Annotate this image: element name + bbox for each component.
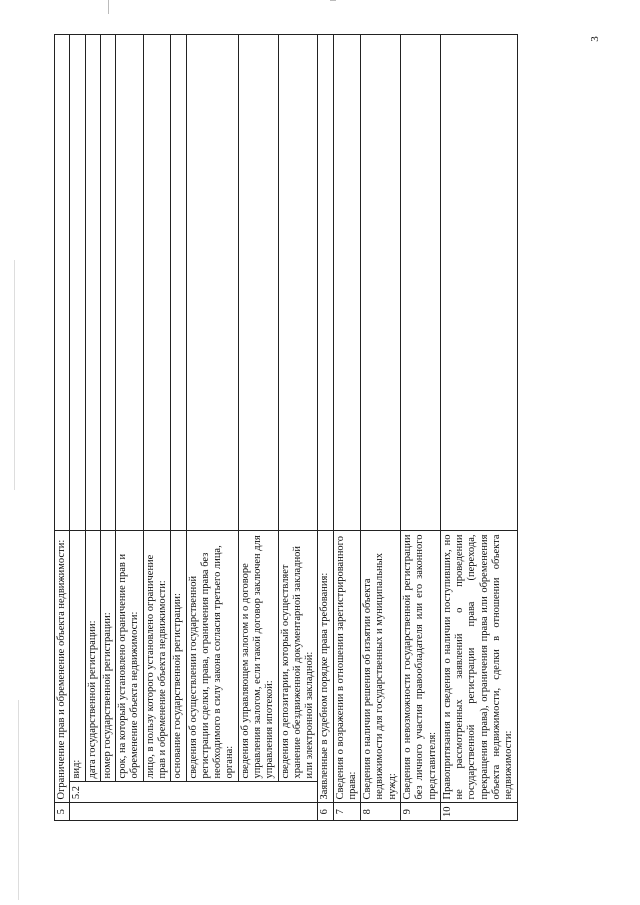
row-number: 7 (333, 803, 361, 821)
table-row (401, 35, 441, 821)
row-number: 6 (318, 803, 333, 821)
row-value (238, 35, 278, 532)
table-row (143, 35, 171, 821)
row-description: сведения о депозитарии, который осуществляет хранение обездвиженной документарной закладной или электронной закладной: (278, 531, 318, 782)
table-row (278, 35, 318, 821)
table-row (186, 35, 238, 821)
row-description: дата государственной регистрации: (85, 531, 100, 782)
row-value (70, 35, 85, 532)
page-number: 3 (588, 36, 601, 42)
row-number: 5 (55, 803, 70, 821)
table-row (361, 35, 401, 821)
table-row (85, 35, 100, 821)
row-description: номер государственной регистрации: (100, 531, 115, 782)
scan-artifact (14, 260, 15, 490)
row-value (361, 35, 401, 532)
row-description: срок, на который установлено ограничение прав и обременение объекта недвижимости: (116, 531, 144, 782)
row-value (333, 35, 361, 532)
row-number: 9 (401, 803, 441, 821)
table-row (333, 35, 361, 821)
row-description: сведения об управляющем залогом и о договоре управления залогом, если такой договор заключен для управления ипотекой: (238, 531, 278, 782)
row-description: Заявленные в судебном порядке права требования: (318, 531, 333, 803)
registry-table (54, 34, 518, 821)
row-description: вид: (70, 531, 85, 782)
row-value (143, 35, 171, 532)
scan-artifact (330, 0, 336, 1)
row-number (70, 803, 318, 821)
row-value (116, 35, 144, 532)
row-subnumber: 5.2 (70, 782, 318, 803)
row-description: Сведения о невозможности государственной регистрации без личного участия правообладателя или его законного представителя: (401, 531, 441, 803)
scan-artifact (108, 0, 109, 14)
row-value (278, 35, 318, 532)
table-row (116, 35, 144, 821)
table-row (238, 35, 278, 821)
row-value (401, 35, 441, 532)
row-description: Ограничение прав и обременение объекта недвижимости: (55, 531, 70, 803)
row-value (100, 35, 115, 532)
table-row (171, 35, 186, 821)
row-value (85, 35, 100, 532)
row-description: сведения об осуществлении государственной регистрации сделки, права, ограничения права без необходимого в силу закона согласия третьего лица, органа: (186, 531, 238, 782)
row-number: 10 (440, 803, 517, 821)
row-description: Сведения о возражении в отношении зарегистрированного права: (333, 531, 361, 803)
row-value (171, 35, 186, 532)
row-description: основание государственной регистрации: (171, 531, 186, 782)
table-row (318, 35, 333, 821)
row-value (318, 35, 333, 532)
row-description: Правопритязания и сведения о наличии поступивших, но не рассмотренных заявлений о проведении государственной регистрации права (перехода, прекращения права), ограничения права или обременения объекта недвижимости, сделки в отношении объекта недвижимости: (440, 531, 517, 803)
row-value (186, 35, 238, 532)
row-description: лицо, в пользу которого установлено ограничение прав и обременение объекта недвижимости: (143, 531, 171, 782)
rotated-table-container (54, 34, 553, 821)
table-row (70, 35, 85, 821)
row-value (440, 35, 517, 532)
row-value (55, 35, 70, 532)
table-row (440, 35, 517, 821)
table-row (100, 35, 115, 821)
scan-artifact (18, 700, 19, 900)
row-description: Сведения о наличии решения об изъятии объекта недвижимости для государственных и муниципальных нужд: (361, 531, 401, 803)
row-number: 8 (361, 803, 401, 821)
table-row (55, 35, 70, 821)
